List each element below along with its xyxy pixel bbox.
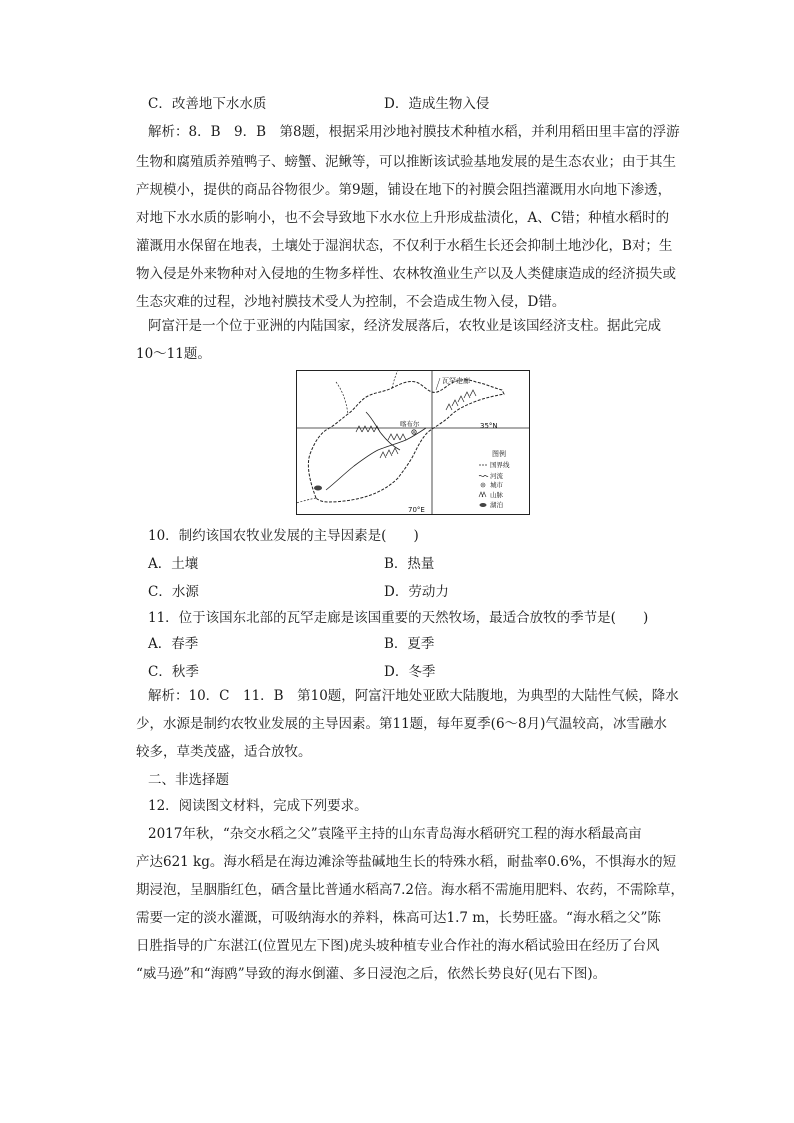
q11-option-d: D．冬季 xyxy=(384,664,436,680)
q10-option-c: C．水源 xyxy=(148,584,199,600)
q11-option-c: C．秋季 xyxy=(148,664,199,680)
q12-line: 期浸泡，呈胭脂红色，硒含量比普通水稻高7.2倍。海水稻不需施用肥料、农药，不需除草， xyxy=(136,882,684,898)
analysis1-line: 生态灾难的过程，沙地衬膜技术受人为控制，不会造成生物入侵，D错。 xyxy=(136,294,566,310)
intro2-line: 阿富汗是一个位于亚洲的内陆国家，经济发展落后，农牧业是该国经济支柱。据此完成 xyxy=(148,318,661,334)
q10-option-d: D．劳动力 xyxy=(384,584,449,600)
q9-option-c: C．改善地下水水质 xyxy=(148,96,267,112)
q11-option-b: B．夏季 xyxy=(384,636,435,652)
q10-stem: 10．制约该国农牧业发展的主导因素是( ) xyxy=(148,528,419,544)
q11-option-a: A．春季 xyxy=(148,636,199,652)
q10-option-a: A．土壤 xyxy=(148,556,199,572)
q12-line: 2017年秋，“杂交水稻之父”袁隆平主持的山东青岛海水稻研究工程的海水稻最高亩 xyxy=(148,826,642,842)
corridor-label: 瓦罕走廊 xyxy=(442,377,470,385)
longitude-label: 70°E xyxy=(408,506,425,514)
analysis1-line: 物入侵是外来物种对入侵地的生物多样性、农林牧渔业生产以及人类健康造成的经济损失或 xyxy=(136,266,676,282)
legend-river: 河流 xyxy=(490,472,503,480)
q12-line: “威马逊”和“海鸥”导致的海水倒灌、多日浸泡之后，依然长势良好(见右下图)。 xyxy=(136,966,607,982)
section-title: 二、非选择题 xyxy=(148,772,229,788)
latitude-label: 35°N xyxy=(480,422,498,430)
city-label: 喀布尔 xyxy=(400,420,420,428)
analysis2-line: 较多，草类茂盛，适合放牧。 xyxy=(136,744,312,760)
analysis1-line: 产规模小，提供的商品谷物很少。第9题，铺设在地下的衬膜会阻挡灌溉用水向地下渗透， xyxy=(136,182,672,198)
legend-border: 国界线 xyxy=(490,461,510,469)
q12-stem: 12．阅读图文材料，完成下列要求。 xyxy=(148,798,368,814)
intro2-line: 10～11题。 xyxy=(136,346,211,362)
afghanistan-map xyxy=(296,370,530,515)
legend-mountain: 山脉 xyxy=(490,491,503,499)
map-svg xyxy=(296,370,530,515)
q12-line: 日胜指导的广东湛江(位置见左下图)虎头坡种植专业合作社的海水稻试验田在经历了台风 xyxy=(136,938,660,954)
q12-line: 需要一定的淡水灌溉，可吸纳海水的养料，株高可达1.7 m，长势旺盛。“海水稻之父”陈 xyxy=(136,910,661,926)
analysis2-line: 解析：10．C 11．B 第10题，阿富汗地处亚欧大陆腹地，为典型的大陆性气候，降水 xyxy=(148,688,679,704)
lake xyxy=(314,486,322,491)
legend-title: 图例 xyxy=(492,450,506,458)
legend-lake: 湖泊 xyxy=(490,501,503,509)
q9-option-d: D．造成生物入侵 xyxy=(384,96,490,112)
legend-city: 城市 xyxy=(490,481,503,489)
analysis1-line: 解析：8．B 9．B 第8题，根据采用沙地衬膜技术种植水稻，并利用稻田里丰富的浮游 xyxy=(148,124,680,140)
analysis1-line: 对地下水水质的影响小，也不会导致地下水水位上升形成盐渍化，A、C错；种植水稻时的 xyxy=(136,210,670,226)
analysis1-line: 灌溉用水保留在地表，土壤处于湿润状态，不仅利于水稻生长还会抑制土地沙化，B对；生 xyxy=(136,238,673,254)
q10-option-b: B．热量 xyxy=(384,556,435,572)
analysis2-line: 少，水源是制约农牧业发展的主导因素。第11题，每年夏季(6～8月)气温较高，冰雪融水 xyxy=(136,716,667,732)
q12-line: 产达621 kg。海水稻是在海边滩涂等盐碱地生长的特殊水稻，耐盐率0.6%，不惧海水的短 xyxy=(136,854,677,870)
q11-stem: 11．位于该国东北部的瓦罕走廊是该国重要的天然牧场，最适合放牧的季节是( ) xyxy=(148,610,649,626)
analysis1-line: 生物和腐殖质养殖鸭子、螃蟹、泥鳅等，可以推断该试验基地发展的是生态农业；由于其生 xyxy=(136,154,676,170)
